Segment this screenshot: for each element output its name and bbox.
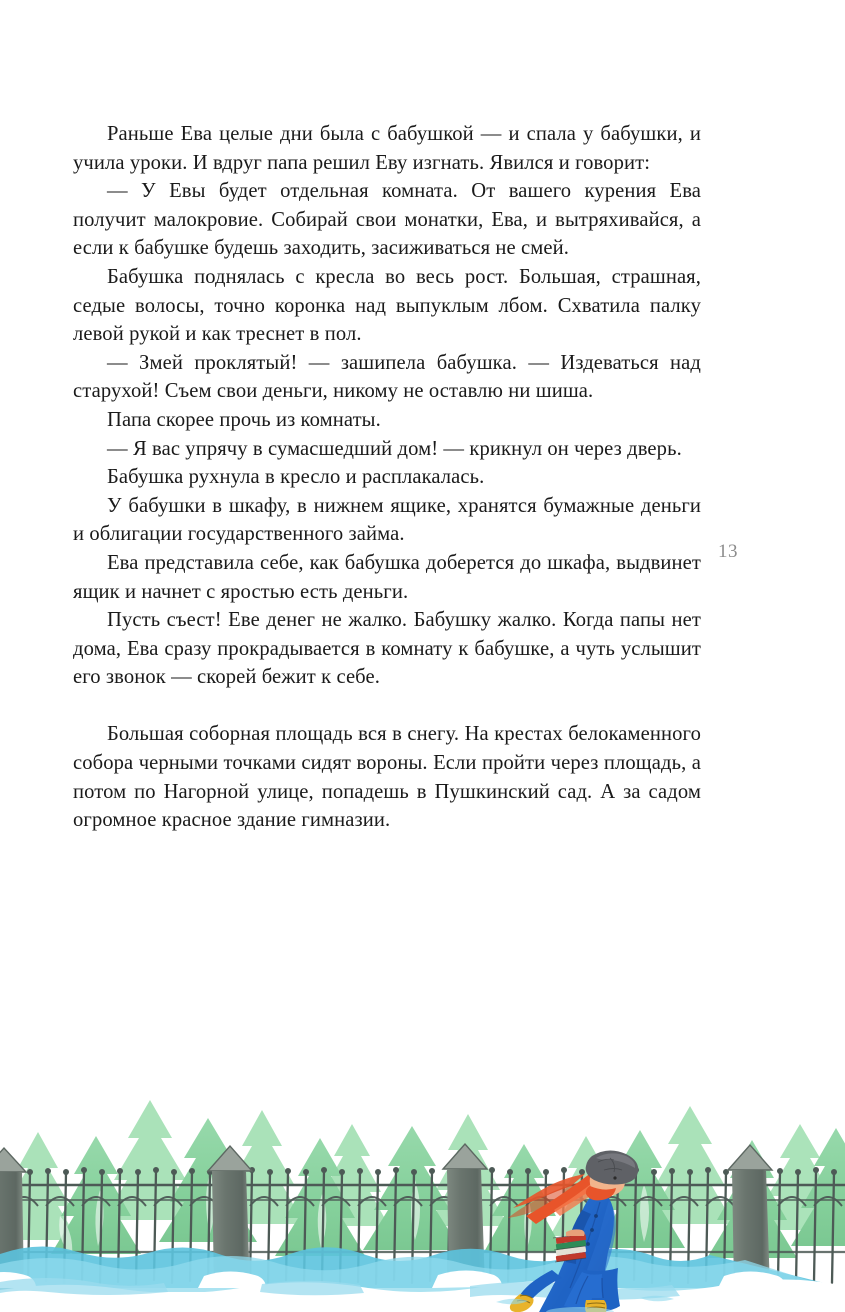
book-stack <box>553 1234 586 1262</box>
eye <box>613 1176 616 1179</box>
paragraph: — У Евы будет отдельная комната. От вашего курения Ева получит малокровие. Собирай свои монатки, Ева, и вытряхивайся, а если к бабушке будешь заходить, засиживаться не смей. <box>73 180 701 260</box>
chapter-illustration <box>0 1040 845 1312</box>
page-number: 13 <box>718 541 738 562</box>
paragraph: Папа скорее прочь из комнаты. <box>107 408 381 431</box>
paragraph: Бабушка рухнула в кресло и расплакалась. <box>107 466 485 489</box>
paragraph: — Я вас упрячу в сумасшедший дом! — крикнул он через дверь. <box>107 437 682 460</box>
paragraph: Ева представила себе, как бабушка доберется до шкафа, выдвинет ящик и начнет с яростью есть деньги. <box>73 551 701 603</box>
text-column <box>73 120 701 835</box>
paragraph: Раньше Ева целые дни была с бабушкой — и спала у бабушки, и учила уроки. И вдруг папа решил Еву изгнать. Явился и говорит: <box>73 123 701 174</box>
section-break <box>73 692 701 721</box>
paragraph: Пусть съест! Еве денег не жалко. Бабушку жалко. Когда папы нет дома, Ева сразу прокрадывается в комнату к бабушке, а чуть услышит его звонок — скорей бежит к себе. <box>73 609 701 689</box>
paragraph: У бабушки в шкафу, в нижнем ящике, хранятся бумажные деньги и облигации государственного займа. <box>73 494 701 546</box>
paragraph: Бабушка поднялась с кресла во весь рост. Большая, страшная, седые волосы, точно коронка над выпуклым лбом. Схватила палку левой рукой и как треснет в пол. <box>73 265 701 346</box>
paragraph: Большая соборная площадь вся в снегу. На крестах белокаменного собора черными точками сидят вороны. Если пройти через площадь, а потом по Нагорной улице, попадешь в Пушкинский сад. А за садом огромное красное здание гимназии. <box>73 723 701 832</box>
paragraph: — Змей проклятый! — зашипела бабушка. — Издеваться над старухой! Съем свои деньги, никому не оставлю ни шиша. <box>73 351 701 403</box>
